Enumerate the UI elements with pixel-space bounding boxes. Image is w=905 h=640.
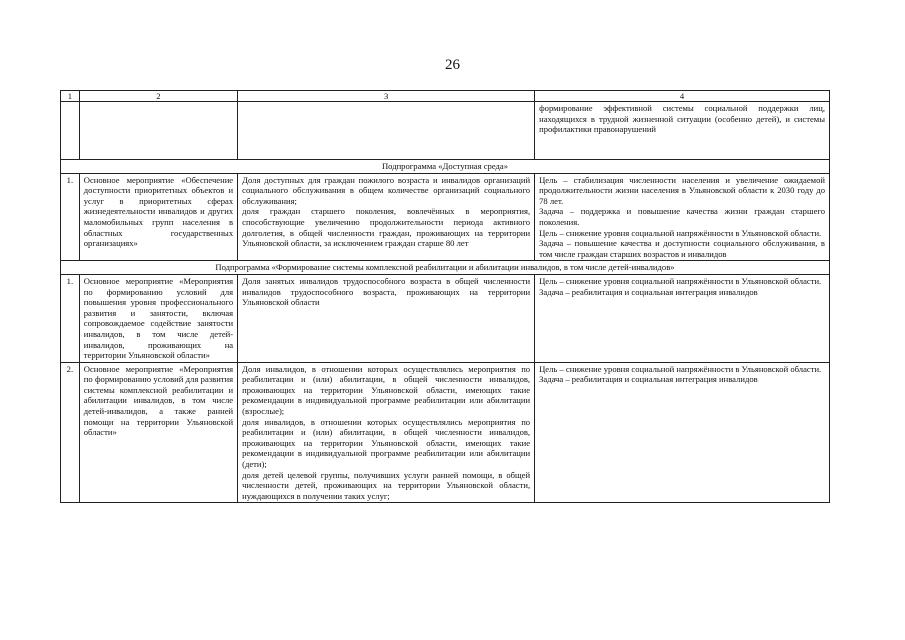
indicator-cell: [238, 173, 535, 261]
subprogram-heading-row: [61, 160, 830, 174]
indicator-text: Доля инвалидов, в отношении которых осуществлялись мероприятия по реабилитации и (или) абилитации, в общей численности инвалидов, проживающих на территории Ульяновской области, имеющих такие рекомендации в индивидуальной программе реабилитации или абилитации (взрослые);: [242, 363, 531, 417]
goal-text: Цель – стабилизация численности населения и увеличение ожидаемой продолжительности жизни населения в Ульяновской области к 2030 году до 78 лет.: [539, 174, 825, 206]
subprogram-heading-row: [61, 261, 830, 275]
row-number: 1.: [61, 173, 80, 261]
task-text: Задача – поддержка и повышение качества жизни граждан старшего поколения.: [539, 206, 825, 227]
activity-cell: Основное мероприятие «Мероприятия по формированию условий для повышения уровня профессионального развития и занятости, включая сопровождаемое содействие занятости инвалидов, в том числе детей-инвалидов, проживающих на территории Ульяновской области»: [79, 274, 237, 362]
column-number: 4: [535, 91, 830, 102]
task-text: Задача – повышение качества и доступности социального обслуживания, в том числе граждан старших возрастов и инвалидов: [539, 238, 825, 259]
goal-cell: формирование эффективной системы социальной поддержки лиц, находящихся в трудной жизненной ситуации (особенно детей), и системы профилактики правонарушений: [535, 102, 830, 160]
subprogram-title: Подпрограмма «Формирование системы комплексной реабилитации и абилитации инвалидов, в том числе детей-инвалидов»: [61, 261, 830, 275]
indicator-cell: [238, 274, 535, 362]
table-row: [61, 173, 830, 261]
column-number-row: [61, 91, 830, 102]
page-number: 26: [445, 57, 460, 73]
goal-cell: [535, 362, 830, 503]
indicator-cell: [238, 362, 535, 503]
activity-cell: Основное мероприятие «Мероприятия по формированию условий для развития системы комплексной реабилитации и абилитации инвалидов, в том числе детей-инвалидов, а также ранней помощи на территории Ульяновской области»: [79, 362, 237, 503]
column-number: 1: [61, 91, 80, 102]
task-text: Задача – реабилитация и социальная интеграция инвалидов: [539, 374, 758, 385]
program-table: [60, 90, 830, 503]
task-text: Задача – реабилитация и социальная интеграция инвалидов: [539, 286, 758, 297]
indicator-text: доля граждан старшего поколения, вовлечённых в мероприятия, способствующие увеличению продолжительности периода активного долголетия, в общей численности граждан, проживающих на территории Ульяновской области, за исключением граждан старше 80 лет: [242, 206, 531, 249]
indicator-text: Доля доступных для граждан пожилого возраста и инвалидов организаций социального обслуживания в общем количестве организаций социального обслуживания;: [242, 174, 531, 206]
goal-cell: [535, 274, 830, 362]
goal-text: Цель – снижение уровня социальной напряжённости в Ульяновской области.: [539, 275, 822, 286]
subprogram-title: Подпрограмма «Доступная среда»: [61, 160, 830, 174]
goal-text: Цель – снижение уровня социальной напряжённости в Ульяновской области.: [539, 227, 822, 238]
goal-cell: [535, 173, 830, 261]
table-row: [61, 362, 830, 503]
row-number: 1.: [61, 274, 80, 362]
column-number: 3: [238, 91, 535, 102]
row-number: 2.: [61, 362, 80, 503]
goal-text: Цель – снижение уровня социальной напряжённости в Ульяновской области.: [539, 363, 822, 374]
indicator-text: Доля занятых инвалидов трудоспособного возраста в общей численности инвалидов трудоспособного возраста, проживающих на территории Ульяновской области: [242, 275, 531, 308]
indicator-text: доля инвалидов, в отношении которых осуществлялись мероприятия по реабилитации и (или) абилитации, в общей численности инвалидов, проживающих на территории Ульяновской области, имеющих такие рекомендации в индивидуальной программе реабилитации или абилитации (дети);: [242, 416, 531, 470]
activity-cell: Основное мероприятие «Обеспечение доступности приоритетных объектов и услуг в приоритетных сферах жизнедеятельности инвалидов и других маломобильных групп населения в областных государственных организациях»: [79, 173, 237, 261]
column-number: 2: [79, 91, 237, 102]
indicator-text: доля детей целевой группы, получивших услуги ранней помощи, в общей численности детей, проживающих на территории Ульяновской области, нуждающихся в получении таких услуг;: [242, 469, 531, 501]
continuation-row: [61, 102, 830, 160]
table-row: [61, 274, 830, 362]
